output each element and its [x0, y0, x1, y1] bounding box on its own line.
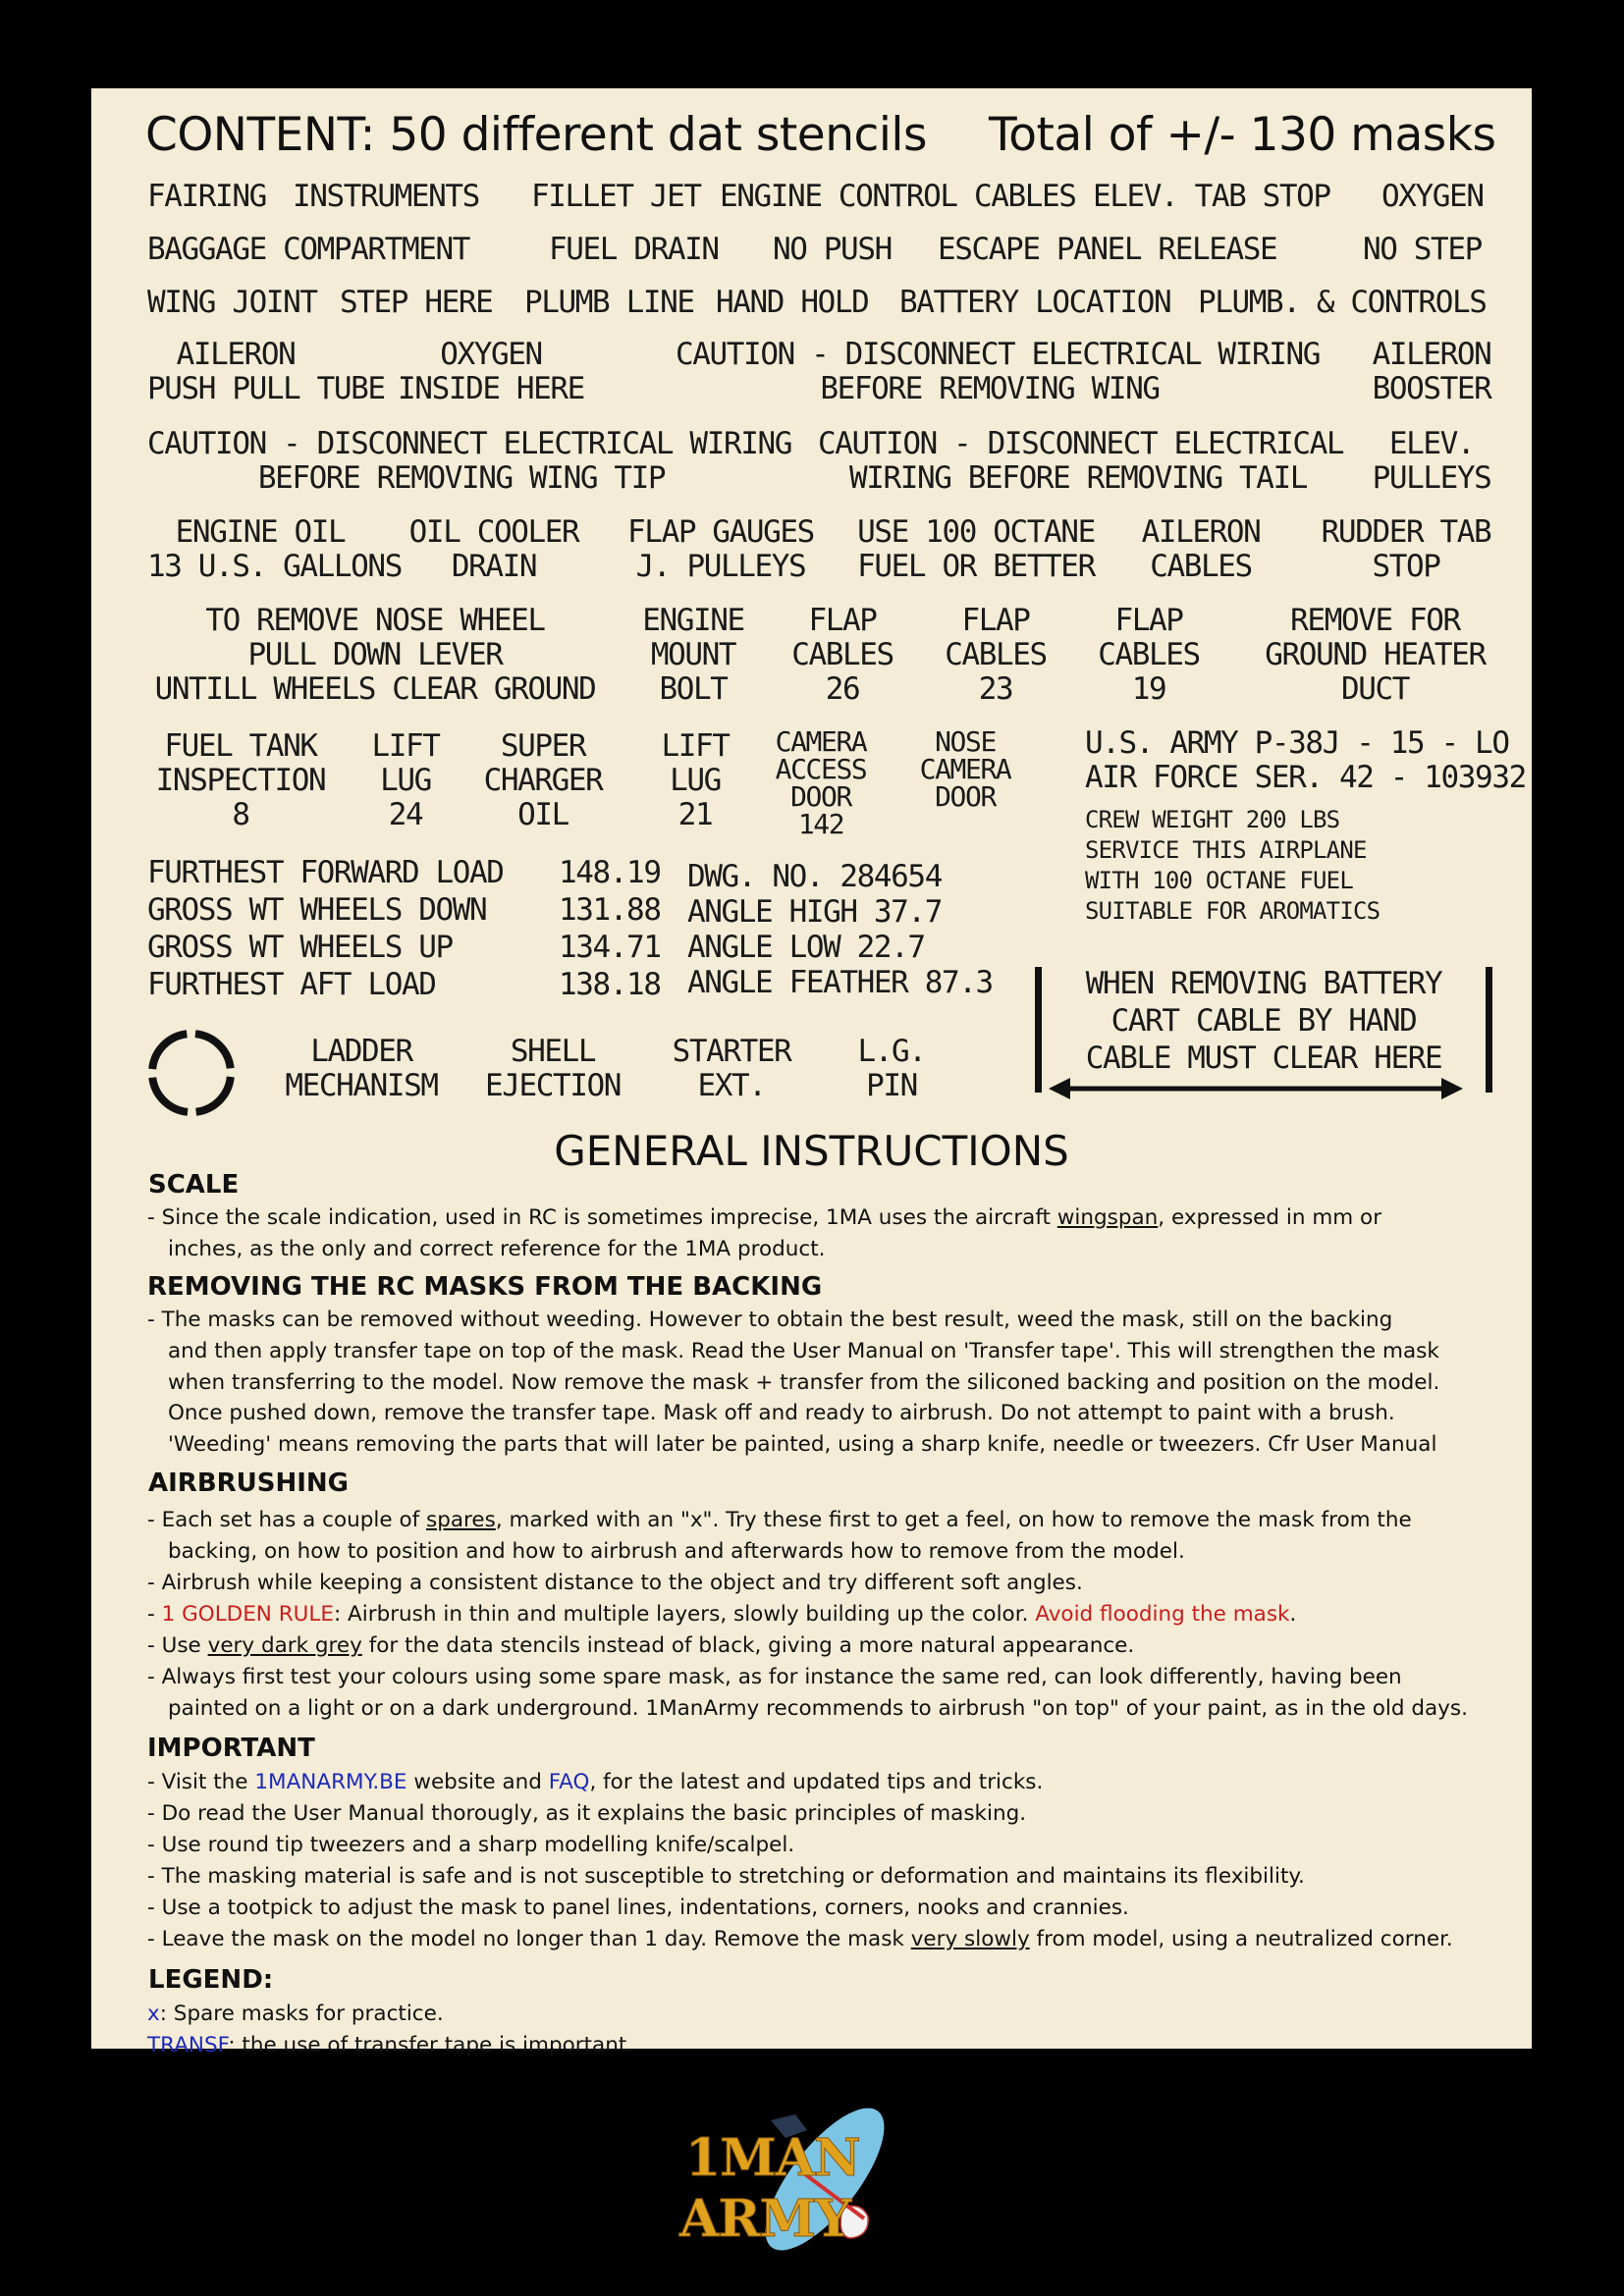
- stencil-supercharger-2: CHARGER: [483, 763, 603, 798]
- legend-heading: LEGEND:: [148, 1965, 274, 1995]
- stencil-flap-cables-23-2: CABLES: [945, 637, 1047, 672]
- avoid-flooding-warning: Avoid flooding the mask: [1035, 1602, 1290, 1627]
- stencil-wing-joint: WING JOINT: [147, 285, 317, 320]
- stencil-camera-access-1: CAMERA: [775, 725, 867, 758]
- stencil-nose-camera-1: NOSE: [935, 725, 996, 758]
- stencil-lift-lug-24-2: LUG: [380, 763, 431, 798]
- text-span: website and: [406, 1770, 549, 1794]
- text-span: - Each set has a couple of: [147, 1508, 427, 1532]
- double-arrow-icon: [1049, 1077, 1463, 1100]
- important-line: - Do read the User Manual thorougly, as it explains the basic principles of masking.: [147, 1801, 1027, 1826]
- stencil-caution-wing-2: BEFORE REMOVING WING: [820, 371, 1160, 406]
- broken-circle-icon: [146, 1028, 237, 1118]
- stencil-battery-location: BATTERY LOCATION: [899, 285, 1171, 320]
- removing-line: and then apply transfer tape on top of the mask. Read the User Manual on 'Transfer tape'. This will strengthen the mask: [168, 1339, 1439, 1363]
- stencil-starter-2: EXT.: [697, 1068, 766, 1103]
- scale-line: [147, 1202, 1381, 1234]
- airbrushing-line: - Airbrush while keeping a consistent distance to the object and try different soft angles.: [147, 1571, 1083, 1595]
- removing-line: Once pushed down, remove the transfer tape. Mask off and ready to airbrush. Do not attempt to paint with a brush.: [168, 1401, 1395, 1425]
- stencil-camera-access-3: DOOR: [790, 780, 851, 813]
- stencil-crew-4: SUITABLE FOR AROMATICS: [1085, 897, 1380, 925]
- text-span: , for the latest and updated tips and tricks.: [589, 1770, 1044, 1794]
- stencil-battery-1: WHEN REMOVING BATTERY: [1085, 966, 1442, 1001]
- dark-grey-underlined: very dark grey: [207, 1633, 362, 1658]
- text-span: : Airbrush in thin and multiple layers, slowly building up the color.: [333, 1602, 1036, 1627]
- text-span: : the use of transfer tape is important.: [228, 2033, 634, 2057]
- stencil-aileron-push-2: PUSH PULL TUBE: [147, 371, 385, 406]
- stencil-aileron-cables-1: AILERON: [1141, 514, 1261, 550]
- removing-line: 'Weeding' means removing the parts that will later be painted, using a sharp knife, needle or tweezers. Cfr User Manual: [168, 1432, 1437, 1457]
- airbrushing-line: - Always first test your colours using some spare mask, as for instance the same red, can look differently, having been: [147, 1665, 1402, 1689]
- instructions-title: GENERAL INSTRUCTIONS: [554, 1127, 1069, 1175]
- stencil-engine-oil-1: ENGINE OIL: [175, 514, 346, 550]
- stencil-ground-heater-1: REMOVE FOR: [1290, 603, 1460, 638]
- legend-transf-key: TRANSF: [147, 2033, 229, 2057]
- text-span: .: [1289, 1602, 1297, 1627]
- stencil-ground-heater-2: GROUND HEATER: [1265, 637, 1486, 672]
- legend-x-key: x: [147, 2002, 160, 2026]
- stencil-flap-cables-19-3: 19: [1131, 671, 1166, 707]
- text-span: - Use: [147, 1633, 208, 1658]
- stencil-crew-3: WITH 100 OCTANE FUEL: [1085, 867, 1353, 894]
- stencil-octane-2: FUEL OR BETTER: [857, 549, 1095, 584]
- stencil-bar-right: [1486, 967, 1492, 1093]
- stencil-step-here: STEP HERE: [340, 285, 493, 320]
- important-line: - Use round tip tweezers and a sharp modelling knife/scalpel.: [147, 1833, 795, 1857]
- stencil-fuel-tank-2: INSPECTION: [155, 763, 326, 798]
- stencil-load-label: GROSS WT WHEELS UP: [147, 930, 453, 965]
- stencil-ladder-2: MECHANISM: [285, 1068, 438, 1103]
- stencil-camera-access-4: 142: [797, 808, 844, 840]
- stencil-elev-tab-stop: ELEV. TAB STOP: [1093, 179, 1330, 214]
- stencil-oxygen-inside-1: OXYGEN: [440, 337, 542, 372]
- stencil-caution-tip-2: BEFORE REMOVING WING TIP: [257, 460, 666, 496]
- stencil-flap-cables-26-2: CABLES: [791, 637, 893, 672]
- golden-rule-line: [147, 1599, 1296, 1630]
- stencil-lg-pin-2: PIN: [866, 1068, 917, 1103]
- stencil-escape-panel-release: ESCAPE PANEL RELEASE: [938, 232, 1277, 267]
- important-line: [147, 1924, 1453, 1955]
- stencil-ladder-1: LADDER: [310, 1034, 412, 1069]
- stencil-rudder-tab-2: STOP: [1372, 549, 1440, 584]
- stencil-oxygen: OXYGEN: [1381, 179, 1484, 214]
- logo-text-line2: ARMY: [679, 2189, 851, 2249]
- legend-transfer: [147, 2030, 633, 2061]
- stencil-nose-wheel-3: UNTILL WHEELS CLEAR GROUND: [154, 671, 596, 707]
- stencil-dwg-no: DWG. NO. 284654: [687, 859, 942, 894]
- text-span: , marked with an "x". Try these first to get a feel, on how to remove the mask from the: [495, 1508, 1412, 1532]
- airbrushing-line: [147, 1505, 1412, 1536]
- stencil-instruments: INSTRUMENTS: [293, 179, 479, 214]
- stencil-starter-1: STARTER: [672, 1034, 791, 1069]
- stencil-elev-pulleys-1: ELEV.: [1388, 426, 1475, 461]
- stencil-flap-cables-23-1: FLAP: [961, 603, 1030, 638]
- stencil-baggage-compartment: BAGGAGE COMPARTMENT: [147, 232, 470, 267]
- stencil-aileron-cables-2: CABLES: [1150, 549, 1252, 584]
- stencil-lift-lug-24-3: 24: [388, 797, 423, 832]
- stencil-plumb-line: PLUMB LINE: [524, 285, 694, 320]
- stencil-angle-high: ANGLE HIGH 37.7: [687, 894, 942, 930]
- stencil-octane-1: USE 100 OCTANE: [857, 514, 1095, 550]
- stencil-flap-cables-26-3: 26: [825, 671, 860, 707]
- stencil-fillet-jet: FILLET JET: [531, 179, 701, 214]
- removing-line: - The masks can be removed without weeding. However to obtain the best result, weed the mask, still on the backing: [147, 1308, 1393, 1332]
- stencil-flap-gauges-1: FLAP GAUGES: [627, 514, 814, 550]
- text-span: from model, using a neutralized corner.: [1029, 1927, 1453, 1951]
- stencil-angle-feather: ANGLE FEATHER 87.3: [687, 965, 993, 1000]
- stencil-engine-oil-2: 13 U.S. GALLONS: [147, 549, 402, 584]
- golden-rule-label: 1 GOLDEN RULE: [161, 1602, 334, 1627]
- stencil-nose-wheel-2: PULL DOWN LEVER: [247, 637, 503, 672]
- stencil-load-label: GROSS WT WHEELS DOWN: [147, 892, 487, 928]
- stencil-no-push: NO PUSH: [773, 232, 892, 267]
- total-heading: Total of +/- 130 masks: [989, 108, 1496, 162]
- text-span: -: [147, 1602, 162, 1627]
- stencil-aileron-booster-1: AILERON: [1372, 337, 1491, 372]
- stencil-flap-cables-26-1: FLAP: [808, 603, 877, 638]
- stencil-nose-camera-3: DOOR: [935, 780, 996, 813]
- stencil-lg-pin-1: L.G.: [857, 1034, 926, 1069]
- stencil-load-value: 148.19: [559, 855, 661, 890]
- very-slowly-underlined: very slowly: [910, 1927, 1030, 1951]
- stencil-fuel-tank-3: 8: [232, 797, 249, 832]
- stencil-angle-low: ANGLE LOW 22.7: [687, 930, 925, 965]
- stencil-rudder-tab-1: RUDDER TAB: [1321, 514, 1491, 550]
- stencil-fairing: FAIRING: [147, 179, 266, 214]
- content-heading: CONTENT: 50 different dat stencils: [145, 108, 927, 162]
- text-span: - Visit the: [147, 1770, 255, 1794]
- spares-underlined: spares: [426, 1508, 496, 1532]
- stencil-caution-tail-2: WIRING BEFORE REMOVING TAIL: [848, 460, 1308, 496]
- airbrushing-line: painted on a light or on a dark underground. 1ManArmy recommends to airbrush "on top" of your paint, as in the old days.: [168, 1696, 1468, 1721]
- stencil-supercharger-3: OIL: [517, 797, 568, 832]
- stencil-supercharger-1: SUPER: [500, 728, 586, 764]
- stencil-camera-access-2: ACCESS: [775, 753, 867, 785]
- text-span: - Leave the mask on the model no longer than 1 day. Remove the mask: [147, 1927, 911, 1951]
- stencil-engine-control-cables: ENGINE CONTROL CABLES: [720, 179, 1076, 214]
- stencil-crew-1: CREW WEIGHT 200 LBS: [1085, 806, 1340, 833]
- text-span: for the data stencils instead of black, giving a more natural appearance.: [361, 1633, 1135, 1658]
- stencil-aileron-push-1: AILERON: [176, 337, 296, 372]
- scale-heading: SCALE: [148, 1170, 240, 1200]
- stencil-lift-lug-21-1: LIFT: [661, 728, 730, 764]
- stencil-no-step: NO STEP: [1363, 232, 1482, 267]
- stencil-oxygen-inside-2: INSIDE HERE: [398, 371, 584, 406]
- stencil-shell-2: EJECTION: [484, 1068, 622, 1103]
- stencil-load-value: 131.88: [559, 892, 661, 928]
- removing-heading: REMOVING THE RC MASKS FROM THE BACKING: [147, 1272, 823, 1302]
- stencil-engine-mount-1: ENGINE: [642, 603, 744, 638]
- stencil-load-label: FURTHEST AFT LOAD: [147, 967, 436, 1002]
- stencil-crew-2: SERVICE THIS AIRPLANE: [1085, 836, 1367, 864]
- stencil-fuel-drain: FUEL DRAIN: [549, 232, 719, 267]
- stencil-hand-hold: HAND HOLD: [716, 285, 869, 320]
- stencil-load-value: 134.71: [559, 930, 661, 965]
- stencil-engine-mount-2: MOUNT: [650, 637, 736, 672]
- stencil-nose-camera-2: CAMERA: [919, 753, 1011, 785]
- stencil-load-value: 138.18: [559, 967, 661, 1002]
- stencil-lift-lug-24-1: LIFT: [371, 728, 440, 764]
- 1manarmy-logo: [677, 2101, 923, 2258]
- scale-line: inches, as the only and correct reference for the 1MA product.: [168, 1237, 826, 1261]
- stencil-caution-wing-1: CAUTION - DISCONNECT ELECTRICAL WIRING: [676, 337, 1321, 372]
- website-link[interactable]: 1MANARMY.BE: [254, 1770, 407, 1794]
- important-line: - The masking material is safe and is not susceptible to stretching or deformation and maintains its flexibility.: [147, 1864, 1305, 1889]
- stencil-bar-left: [1035, 967, 1042, 1093]
- stencil-shell-1: SHELL: [510, 1034, 596, 1069]
- wingspan-underlined: wingspan: [1056, 1205, 1159, 1230]
- stencil-battery-3: CABLE MUST CLEAR HERE: [1085, 1041, 1442, 1076]
- legend-spare: [147, 1999, 444, 2030]
- stencil-ground-heater-3: DUCT: [1340, 671, 1410, 707]
- airbrushing-line: [147, 1630, 1134, 1662]
- text-span: - Since the scale indication, used in RC is sometimes imprecise, 1MA uses the aircraft: [147, 1205, 1057, 1230]
- stencil-plumb-controls: PLUMB. & CONTROLS: [1198, 285, 1487, 320]
- stencil-flap-gauges-2: J. PULLEYS: [635, 549, 806, 584]
- important-line: [147, 1767, 1043, 1798]
- stencil-oil-cooler-2: DRAIN: [451, 549, 537, 584]
- stencil-oil-cooler-1: OIL COOLER: [408, 514, 579, 550]
- stencil-lift-lug-21-2: LUG: [670, 763, 721, 798]
- stencil-battery-2: CART CABLE BY HAND: [1110, 1003, 1417, 1039]
- stencil-engine-mount-3: BOLT: [659, 671, 728, 707]
- stencil-aileron-booster-2: BOOSTER: [1372, 371, 1491, 406]
- important-line: - Use a tootpick to adjust the mask to panel lines, indentations, corners, nooks and crannies.: [147, 1896, 1129, 1920]
- stencil-fuel-tank-1: FUEL TANK: [164, 728, 317, 764]
- text-span: , expressed in mm or: [1158, 1205, 1382, 1230]
- stencil-flap-cables-19-1: FLAP: [1114, 603, 1183, 638]
- airbrushing-line: backing, on how to position and how to airbrush and afterwards how to remove from the model.: [168, 1539, 1185, 1564]
- stencil-army-1: U.S. ARMY P-38J - 15 - LO: [1085, 725, 1509, 761]
- stencil-flap-cables-23-3: 23: [978, 671, 1013, 707]
- airbrushing-heading: AIRBRUSHING: [148, 1468, 350, 1498]
- stencil-caution-tail-1: CAUTION - DISCONNECT ELECTRICAL: [818, 426, 1344, 461]
- stencil-army-2: AIR FORCE SER. 42 - 103932: [1085, 760, 1526, 795]
- important-heading: IMPORTANT: [147, 1734, 315, 1763]
- text-span: : Spare masks for practice.: [159, 2002, 444, 2026]
- mask-sheet: [91, 88, 1532, 2057]
- removing-line: when transferring to the model. Now remove the mask + transfer from the siliconed backing and position on the model.: [168, 1370, 1440, 1395]
- logo-text-line1: 1MAN: [685, 2128, 860, 2188]
- stencil-nose-wheel-1: TO REMOVE NOSE WHEEL: [205, 603, 545, 638]
- stencil-caution-tip-1: CAUTION - DISCONNECT ELECTRICAL WIRING: [147, 426, 792, 461]
- stencil-flap-cables-19-2: CABLES: [1098, 637, 1200, 672]
- faq-link[interactable]: FAQ: [548, 1770, 590, 1794]
- stencil-load-label: FURTHEST FORWARD LOAD: [147, 855, 504, 890]
- stencil-elev-pulleys-2: PULLEYS: [1372, 460, 1491, 496]
- stencil-lift-lug-21-3: 21: [677, 797, 713, 832]
